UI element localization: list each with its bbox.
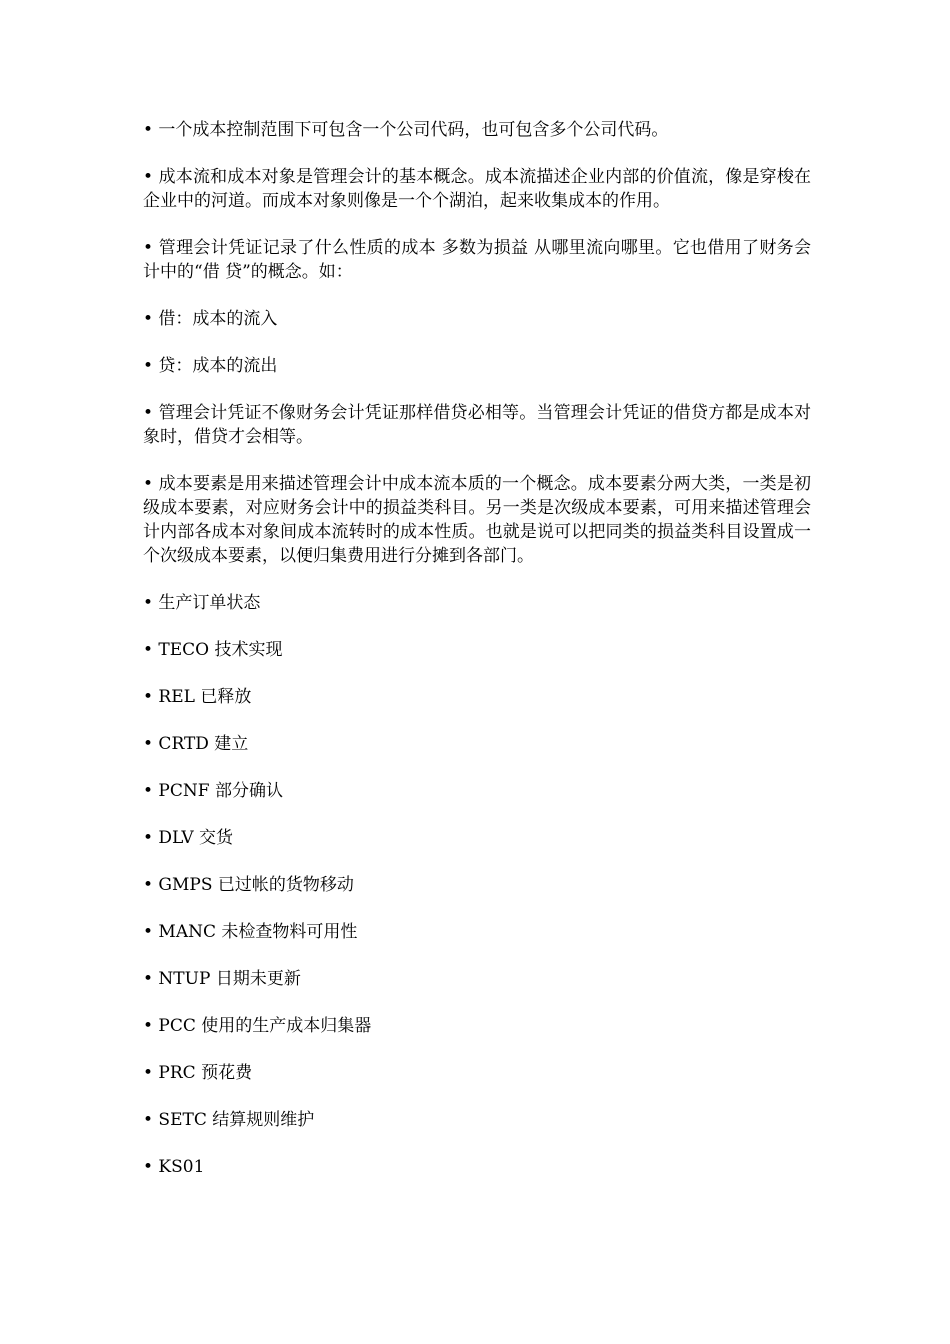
document-body [143,118,811,1202]
list-item-ntup: • NTUP 日期未更新 [143,969,301,989]
list-item-prc: • PRC 预花费 [143,1063,253,1083]
paragraph-credit: • 贷：成本的流出 [143,356,278,376]
list-item-ks01: • KS01 [143,1157,205,1177]
paragraph-company-code: • 一个成本控制范围下可包含一个公司代码，也可包含多个公司代码。 [143,120,669,140]
paragraph-voucher-balance: • 管理会计凭证不像财务会计凭证那样借贷必相等。当管理会计凭证的借贷方都是成本对象时，借贷才会相等。 [143,403,811,447]
list-item-rel: • REL 已释放 [143,687,252,707]
list-item-pcc: • PCC 使用的生产成本归集器 [143,1016,372,1036]
paragraph-debit: • 借：成本的流入 [143,309,278,329]
list-item-dlv: • DLV 交货 [143,828,234,848]
paragraph-order-status: • 生产订单状态 [143,593,261,613]
list-item-gmps: • GMPS 已过帐的货物移动 [143,875,354,895]
paragraph-voucher: • 管理会计凭证记录了什么性质的成本 多数为损益 从哪里流向哪里。它也借用了财务会计中的“借 贷”的概念。如： [143,238,811,282]
list-item-crtd: • CRTD 建立 [143,734,249,754]
list-item-manc: • MANC 未检查物料可用性 [143,922,358,942]
list-item-setc: • SETC 结算规则维护 [143,1110,315,1130]
paragraph-cost-element: • 成本要素是用来描述管理会计中成本流本质的一个概念。成本要素分两大类，一类是初级成本要素，对应财务会计中的损益类科目。另一类是次级成本要素，可用来描述管理会计内部各成本对象间成本流转时的成本性质。也就是说可以把同类的损益类科目设置成一个次级成本要素，以便归集费用进行分摊到各部门。 [143,474,811,566]
paragraph-cost-flow: • 成本流和成本对象是管理会计的基本概念。成本流描述企业内部的价值流，像是穿梭在企业中的河道。而成本对象则像是一个个湖泊，起来收集成本的作用。 [143,167,811,211]
list-item-teco: • TECO 技术实现 [143,640,283,660]
list-item-pcnf: • PCNF 部分确认 [143,781,283,801]
